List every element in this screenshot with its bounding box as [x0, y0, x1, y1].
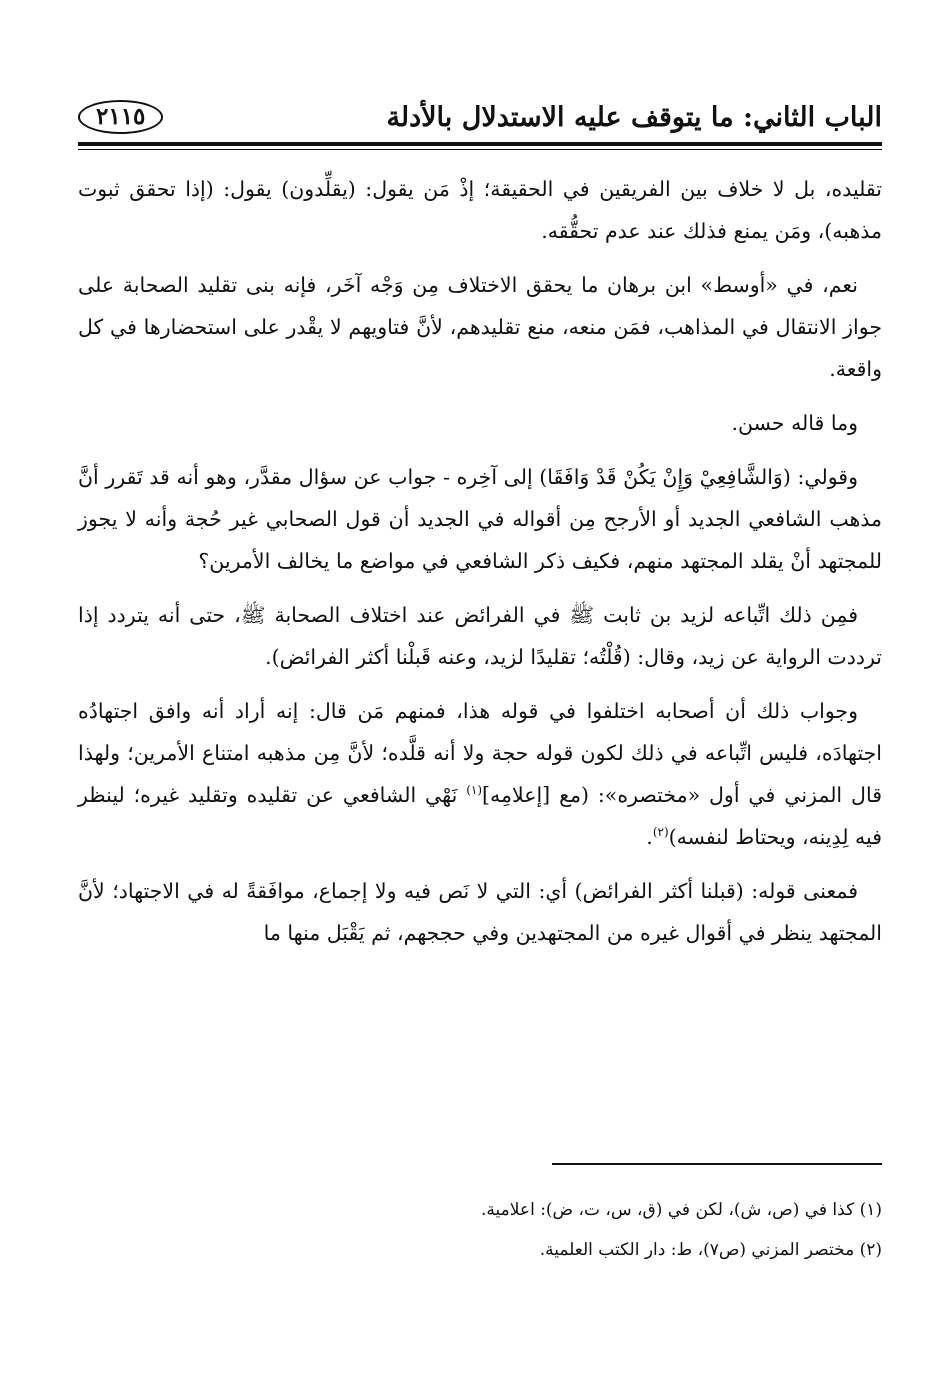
- footnote-separator: [552, 1163, 882, 1165]
- footnote-ref-2: (٢): [652, 825, 669, 840]
- header-rule-thin: [78, 149, 882, 150]
- paragraph-3: وما قاله حسن.: [731, 411, 858, 435]
- footnote-ref-1: (١): [466, 783, 483, 798]
- page-number: ٢١١٥: [78, 100, 163, 134]
- paragraph-2: نعم، في «أوسط» ابن برهان ما يحقق الاختلاف مِن وَجْه آخَر، فإنه بنى تقليد الصحابة على جواز الانتقال في المذاهب، فمَن منعه، منع تقليدهم، لأنَّ فتاويهم لا يقْدر على استحضارها في كل واقعة.: [78, 273, 882, 381]
- paragraph-4: وقولي: (وَالشَّافِعِيْ وَإِنْ يَكُنْ قَدْ وَافَقَا) إلى آخِره - جواب عن سؤال مقدَّر، وهو أنه قد تَقرر أنَّ مذهب الشافعي الجديد أو الأرجح مِن أقواله في الجديد أن قول الصحابي غير حُجة وأنه لا يجوز للمجتهد أنْ يقلد المجتهد منهم، فكيف ذكر الشافعي في مواضع ما يخالف الأمرين؟: [78, 465, 882, 573]
- paragraph-6-part-1: وجواب ذلك أن أصحابه اختلفوا في قوله هذا، فمنهم مَن قال: إنه أراد أنه وافق اجتهادُه اجتهادَه، فليس اتِّباعه في ذلك لكون قوله حجة ولا أنه قلَّده؛ لأنَّ مِن مذهبه امتناع الأمرين؛ ولهذا قال المزني في أول «مختصره»: (مع [إعلامِه]: [78, 699, 882, 807]
- header-rule: [78, 142, 882, 146]
- footnotes: [78, 1190, 882, 1270]
- footnote-1: (١) كذا في (ص، ش)، لكن في (ق، س، ت، ض): اعلامية.: [481, 1200, 882, 1220]
- footnote-2: (٢) مختصر المزني (ص٧)، ط: دار الكتب العلمية.: [539, 1240, 882, 1260]
- paragraph-1: تقليده، بل لا خلاف بين الفريقين في الحقيقة؛ إذْ مَن يقول: (يقلِّدون) يقول: (إذا تحقق ثبوت مذهبه)، ومَن يمنع فذلك عند عدم تحقُّقه.: [78, 177, 882, 243]
- paragraph-6-part-2: نَهْي الشافعي عن تقليده وتقليد غيره؛ لينظر فيه لِدِينه، ويحتاط لنفسه): [78, 783, 882, 849]
- paragraph-7: فمعنى قوله: (قبلنا أكثر الفرائض) أي: التي لا نَص فيه ولا إجماع، موافَقةً له في الاجتهاد؛ لأنَّ المجتهد ينظر في أقوال غيره من المجتهدين وفي حججهم، ثم يَقْبَل منها ما: [78, 879, 882, 945]
- paragraph-6: [78, 690, 882, 858]
- page-header: [78, 94, 882, 140]
- chapter-title: الباب الثاني: ما يتوقف عليه الاستدلال بالأدلة: [386, 101, 882, 133]
- body-text: [78, 168, 882, 966]
- paragraph-5: فمِن ذلك اتِّباعه لزيد بن ثابت ﷺ في الفرائض عند اختلاف الصحابة ﷺ، حتى أنه يتردد إذا ترددت الرواية عن زيد، وقال: (قُلْتُه؛ تقليدًا لزيد، وعنه قَبلْنا أكثر الفرائض).: [78, 603, 882, 669]
- paragraph-6-part-3: .: [646, 825, 653, 849]
